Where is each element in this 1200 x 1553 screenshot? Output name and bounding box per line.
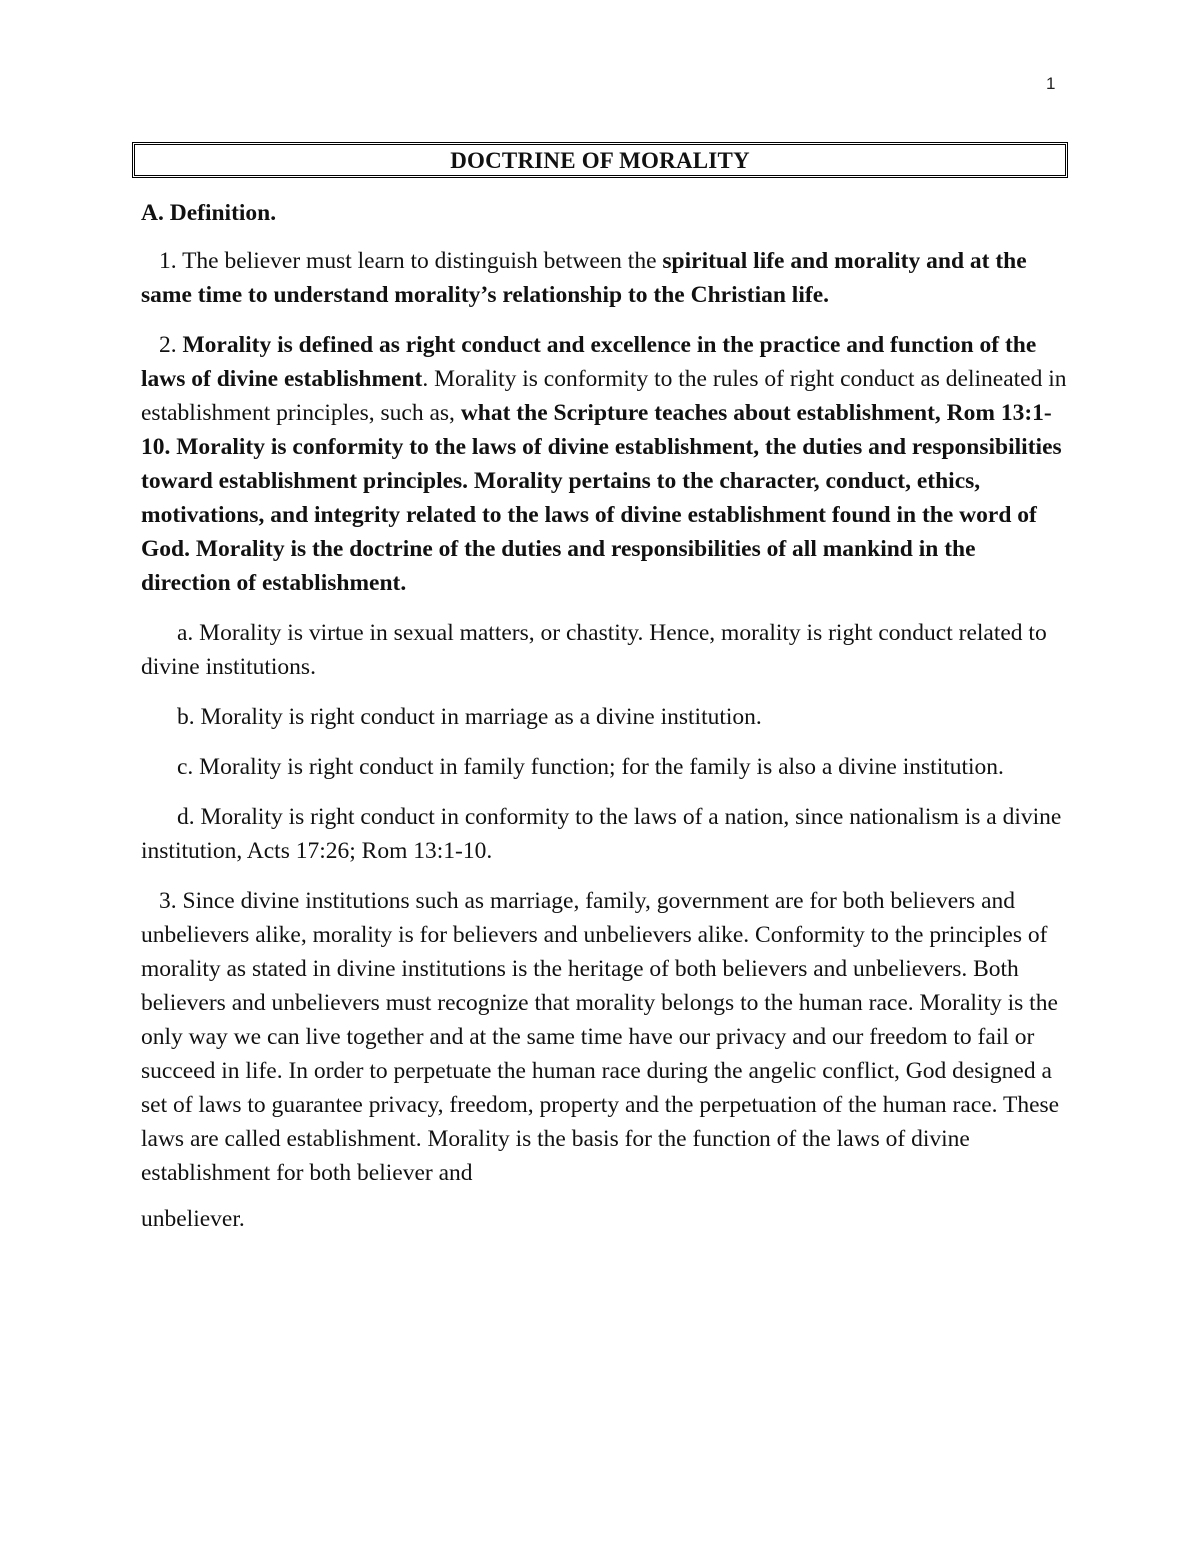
- point-2-bold-1: Morality is defined as right conduct and excellence in the practice and function of the laws of divine establishment: [141, 332, 1037, 392]
- document-body: [141, 196, 1071, 1252]
- point-2-text-1: . Morality is conformity to the rules of right conduct as delineated in establishment principles, such as,: [141, 366, 1067, 426]
- page-number: 1: [1046, 74, 1056, 93]
- point-2-number: 2.: [159, 332, 183, 358]
- point-1: [141, 244, 1071, 312]
- document-title: DOCTRINE OF MORALITY: [132, 142, 1068, 178]
- point-2: [141, 328, 1071, 600]
- subpoint-b: b. Morality is right conduct in marriage as a divine institution.: [177, 704, 762, 730]
- subpoint-c: c. Morality is right conduct in family function; for the family is also a divine institution.: [177, 754, 1004, 780]
- point-3-last-line: unbeliever.: [141, 1206, 245, 1232]
- point-1-number: 1.: [159, 248, 183, 274]
- point-1-bold: spiritual life and morality and at the same time to understand morality’s relationship to the Christian life.: [141, 248, 1027, 308]
- subpoint-a: a. Morality is virtue in sexual matters, or chastity. Hence, morality is right conduct related to divine institutions.: [141, 620, 1047, 680]
- subpoint-d: d. Morality is right conduct in conformity to the laws of a nation, since nationalism is a divine institution, Acts 17:26; Rom 13:1-10.: [141, 804, 1062, 864]
- point-2-bold-2: what the Scripture teaches about establishment, Rom 13:1-10. Morality is conformity to the laws of divine establishment, the duties and responsibilities toward establishment principles. Morality pertains to the character, conduct, ethics, motivations, and integrity related to the laws of divine establishment found in the word of God. Morality is the doctrine of the duties and responsibilities of all mankind in the direction of establishment.: [141, 400, 1062, 596]
- point-1-text: The believer must learn to distinguish between the: [182, 248, 663, 274]
- point-3: 3. Since divine institutions such as marriage, family, government are for both believers and unbelievers alike, morality is for believers and unbelievers alike. Conformity to the principles of morality as stated in divine institutions is the heritage of both believers and unbelievers. Both believers and unbelievers must recognize that morality belongs to the human race. Morality is the only way we can live together and at the same time have our privacy and our freedom to fail or succeed in life. In order to perpetuate the human race during the angelic conflict, God designed a set of laws to guarantee privacy, freedom, property and the perpetuation of the human race. These laws are called establishment. Morality is the basis for the function of the laws of divine establishment for both believer and: [141, 888, 1060, 1186]
- section-heading: A. Definition.: [141, 200, 277, 226]
